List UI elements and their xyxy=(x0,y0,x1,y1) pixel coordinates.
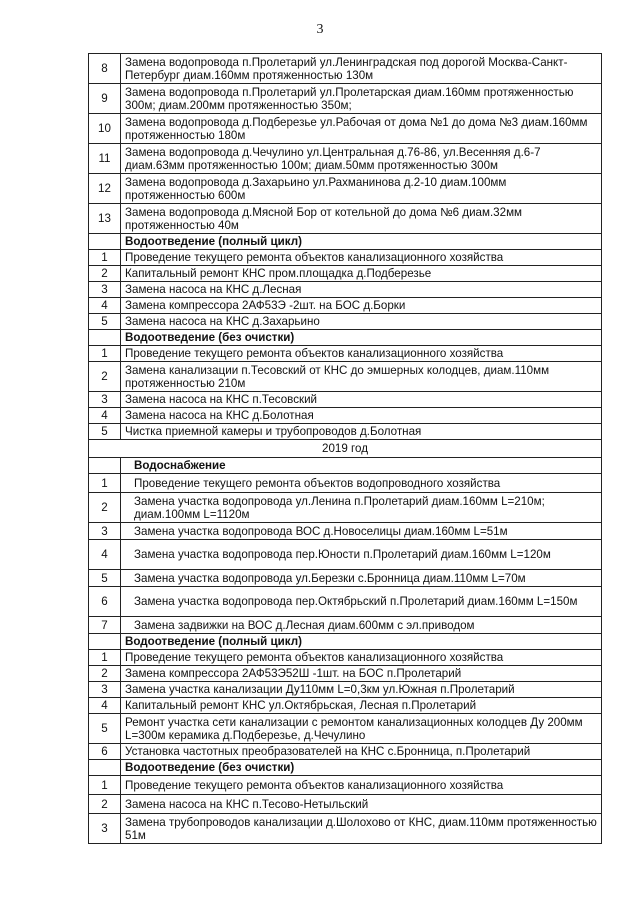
row-description: Замена насоса на КНС д.Лесная xyxy=(121,282,602,298)
table-row xyxy=(89,282,602,298)
table-row xyxy=(89,814,602,844)
row-description: Замена компрессора 2АФ53Э52Ш -1шт. на БОС п.Пролетарий xyxy=(121,666,602,682)
row-number: 10 xyxy=(89,114,121,144)
table-row xyxy=(89,617,602,634)
row-description: Замена трубопроводов канализации д.Шолохово от КНС, диам.110мм протяженностью 51м xyxy=(121,814,602,844)
row-description: Капитальный ремонт КНС ул.Октябрьская, Лесная п.Пролетарий xyxy=(121,698,602,714)
row-description: Замена насоса на КНС д.Захарьино xyxy=(121,314,602,330)
row-number: 5 xyxy=(89,570,121,587)
table-row xyxy=(89,714,602,744)
row-number: 1 xyxy=(89,250,121,266)
table-row xyxy=(89,114,602,144)
row-description: Замена водопровода д.Подберезье ул.Рабочая от дома №1 до дома №3 диам.160мм протяженностью 180м xyxy=(121,114,602,144)
section-header-row xyxy=(89,234,602,250)
table-row xyxy=(89,540,602,570)
row-number: 3 xyxy=(89,282,121,298)
table-row xyxy=(89,250,602,266)
row-description: Проведение текущего ремонта объектов канализационного хозяйства xyxy=(121,250,602,266)
table-row xyxy=(89,298,602,314)
row-description: Замена насоса на КНС д.Болотная xyxy=(121,408,602,424)
row-description: Замена участка водопровода пер.Октябрьский п.Пролетарий диам.160мм L=150м xyxy=(121,587,602,617)
row-description: Замена водопровода п.Пролетарий ул.Пролетарская диам.160мм протяженностью 300м; диам.200мм протяженностью 350м; xyxy=(121,84,602,114)
row-number: 3 xyxy=(89,523,121,540)
table-row xyxy=(89,204,602,234)
section-header-row xyxy=(89,330,602,346)
works-table xyxy=(88,53,602,844)
row-number: 5 xyxy=(89,714,121,744)
table-row xyxy=(89,795,602,814)
table-row xyxy=(89,314,602,330)
row-number: 6 xyxy=(89,744,121,760)
row-number: 2 xyxy=(89,266,121,282)
row-description: Капитальный ремонт КНС пром.площадка д.Подберезье xyxy=(121,266,602,282)
row-description: Замена водопровода д.Захарьино ул.Рахманинова д.2-10 диам.100мм протяженностью 600м xyxy=(121,174,602,204)
table-row xyxy=(89,523,602,540)
row-description: Проведение текущего ремонта объектов канализационного хозяйства xyxy=(121,650,602,666)
row-number: 13 xyxy=(89,204,121,234)
row-number: 4 xyxy=(89,298,121,314)
section-title: Водоотведение (полный цикл) xyxy=(121,234,602,250)
row-description: Замена насоса на КНС п.Тесово-Нетыльский xyxy=(121,795,602,814)
table-row xyxy=(89,424,602,440)
row-number: 7 xyxy=(89,617,121,634)
row-number: 9 xyxy=(89,84,121,114)
section-header-row xyxy=(89,458,602,474)
row-description: Замена участка водопровода пер.Юности п.Пролетарий диам.160мм L=120м xyxy=(121,540,602,570)
row-number: 3 xyxy=(89,392,121,408)
row-number: 6 xyxy=(89,587,121,617)
row-description: Замена водопровода п.Пролетарий ул.Ленинградская под дорогой Москва-Санкт-Петербург диам.160мм протяженностью 130м xyxy=(121,54,602,84)
row-number: 4 xyxy=(89,408,121,424)
section-title: Водоотведение (без очистки) xyxy=(121,760,602,776)
row-description: Замена компрессора 2АФ53Э -2шт. на БОС д.Борки xyxy=(121,298,602,314)
row-description: Проведение текущего ремонта объектов водопроводного хозяйства xyxy=(121,474,602,493)
row-description: Замена водопровода д.Чечулино ул.Центральная д.76-86, ул.Весенняя д.6-7 диам.63мм протяженностью 100м; диам.50мм протяженностью 300м xyxy=(121,144,602,174)
table-row xyxy=(89,174,602,204)
row-number: 1 xyxy=(89,776,121,795)
row-description: Замена участка водопровода ул.Березки с.Бронница диам.110мм L=70м xyxy=(121,570,602,587)
row-description: Замена насоса на КНС п.Тесовский xyxy=(121,392,602,408)
table-row xyxy=(89,698,602,714)
row-number: 2 xyxy=(89,493,121,523)
row-number: 2 xyxy=(89,362,121,392)
row-number: 2 xyxy=(89,795,121,814)
table-row xyxy=(89,266,602,282)
row-number: 4 xyxy=(89,698,121,714)
row-description: Замена участка водопровода ул.Ленина п.Пролетарий диам.160мм L=210м; диам.100мм L=1120м xyxy=(121,493,602,523)
year-row xyxy=(89,440,602,458)
table-row xyxy=(89,408,602,424)
table-row xyxy=(89,744,602,760)
table-row xyxy=(89,776,602,795)
table-row xyxy=(89,474,602,493)
row-number: 2 xyxy=(89,666,121,682)
table-row xyxy=(89,54,602,84)
table-row xyxy=(89,570,602,587)
section-title: Водоотведение (полный цикл) xyxy=(121,634,602,650)
section-header-row xyxy=(89,634,602,650)
section-title: Водоотведение (без очистки) xyxy=(121,330,602,346)
row-description: Проведение текущего ремонта объектов канализационного хозяйства xyxy=(121,776,602,795)
section-header-row xyxy=(89,760,602,776)
table-row xyxy=(89,666,602,682)
table-row xyxy=(89,650,602,666)
row-description: Установка частотных преобразователей на КНС с.Бронница, п.Пролетарий xyxy=(121,744,602,760)
row-description: Чистка приемной камеры и трубопроводов д.Болотная xyxy=(121,424,602,440)
row-number: 5 xyxy=(89,314,121,330)
table-row xyxy=(89,144,602,174)
row-number: 8 xyxy=(89,54,121,84)
section-title: Водоснабжение xyxy=(121,458,602,474)
row-description: Ремонт участка сети канализации с ремонтом канализационных колодцев Ду 200мм L=300м керамика д.Подберезье, д.Чечулино xyxy=(121,714,602,744)
table-row xyxy=(89,587,602,617)
year-label: 2019 год xyxy=(89,440,602,458)
row-number: 4 xyxy=(89,540,121,570)
table-row xyxy=(89,346,602,362)
row-number: 11 xyxy=(89,144,121,174)
row-description: Замена канализации п.Тесовский от КНС до эмшерных колодцев, диам.110мм протяженностью 210м xyxy=(121,362,602,392)
table-row xyxy=(89,493,602,523)
row-description: Замена задвижки на ВОС д.Лесная диам.600мм с эл.приводом xyxy=(121,617,602,634)
row-number: 1 xyxy=(89,346,121,362)
table-row xyxy=(89,362,602,392)
row-description: Замена водопровода д.Мясной Бор от котельной до дома №6 диам.32мм протяженностью 40м xyxy=(121,204,602,234)
row-description: Проведение текущего ремонта объектов канализационного хозяйства xyxy=(121,346,602,362)
row-number: 12 xyxy=(89,174,121,204)
table-row xyxy=(89,392,602,408)
row-number: 3 xyxy=(89,814,121,844)
page-number: 3 xyxy=(316,22,324,37)
table-row xyxy=(89,682,602,698)
table-row xyxy=(89,84,602,114)
row-description: Замена участка водопровода ВОС д.Новоселицы диам.160мм L=51м xyxy=(121,523,602,540)
row-number: 5 xyxy=(89,424,121,440)
row-number: 1 xyxy=(89,650,121,666)
row-number: 1 xyxy=(89,474,121,493)
row-description: Замена участка канализации Ду110мм L=0,3км ул.Южная п.Пролетарий xyxy=(121,682,602,698)
row-number: 3 xyxy=(89,682,121,698)
